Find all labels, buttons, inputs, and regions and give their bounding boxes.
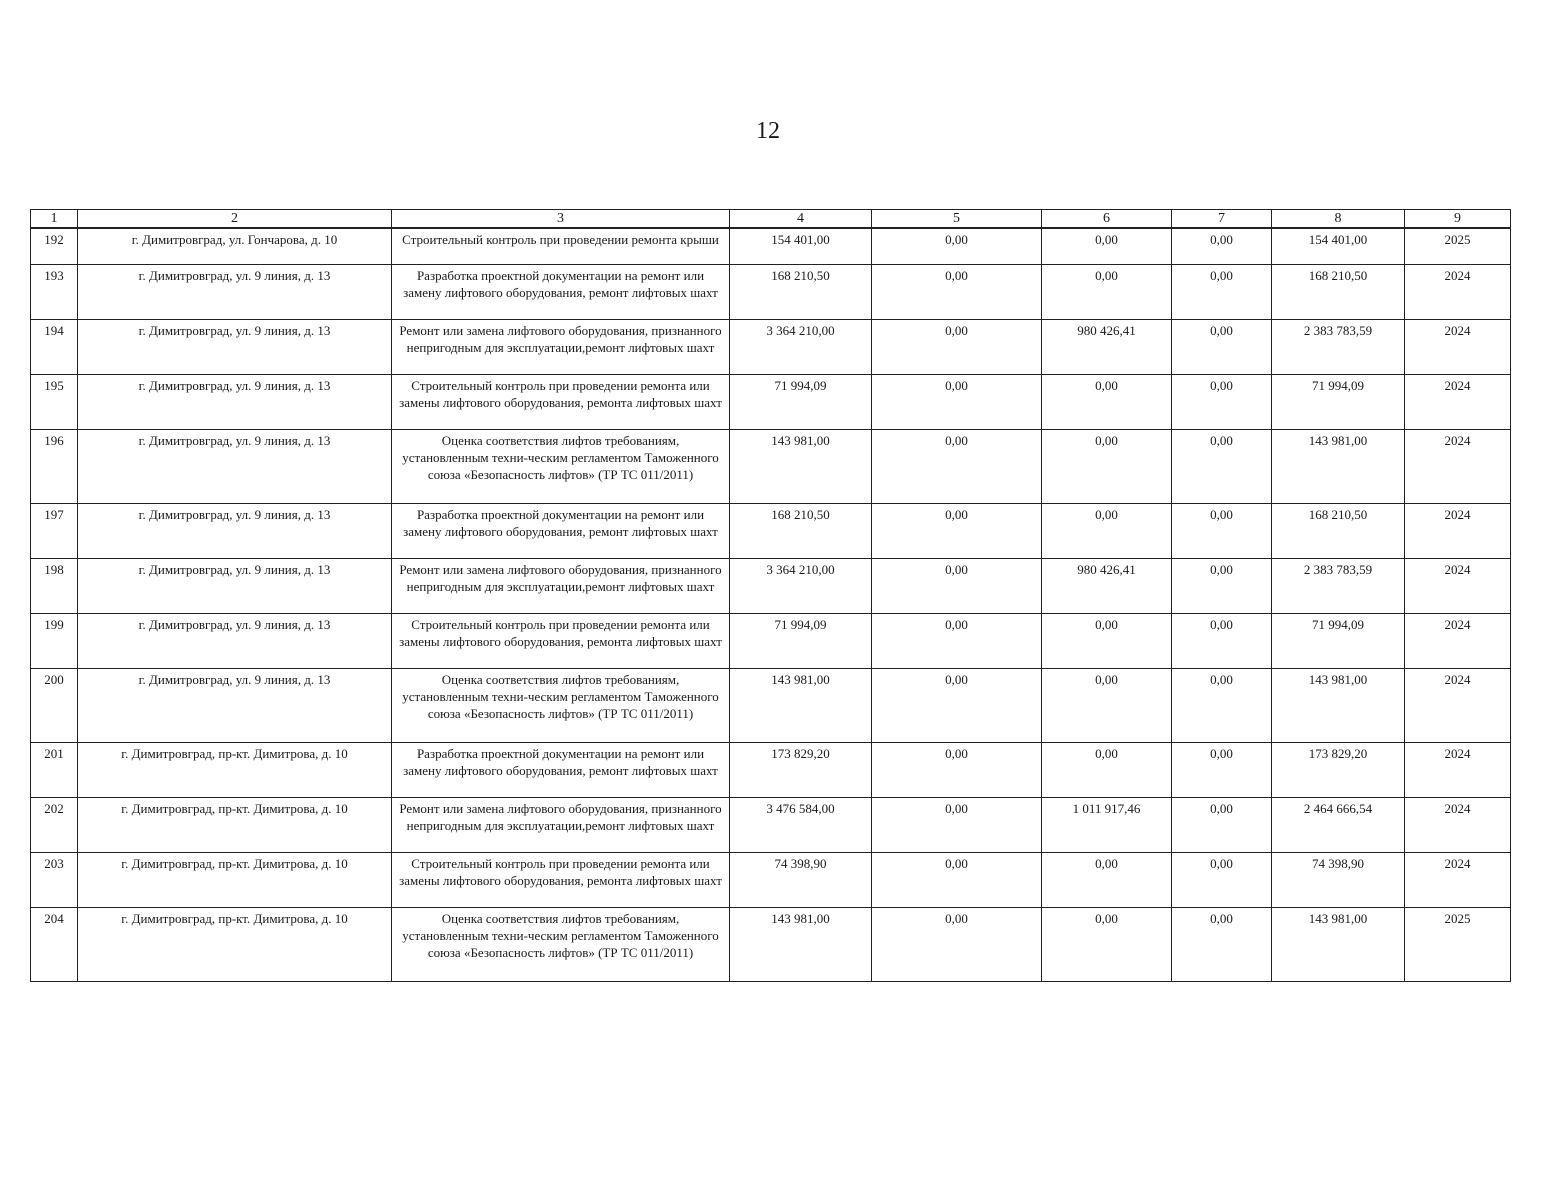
table-body xyxy=(31,228,1511,981)
year-cell: 2024 xyxy=(1405,797,1511,852)
address-cell: г. Димитровград, ул. 9 линия, д. 13 xyxy=(78,503,392,558)
amount-col7-cell: 0,00 xyxy=(1172,429,1272,503)
amount-col6-cell: 0,00 xyxy=(1042,852,1172,907)
work-description-cell: Строительный контроль при проведении ремонта или замены лифтового оборудования, ремонта лифтовых шахт xyxy=(392,852,730,907)
amount-col8-cell: 71 994,09 xyxy=(1272,613,1405,668)
total-cost-cell: 3 476 584,00 xyxy=(730,797,872,852)
amount-col5-cell: 0,00 xyxy=(872,852,1042,907)
address-cell: г. Димитровград, ул. 9 линия, д. 13 xyxy=(78,319,392,374)
amount-col5-cell: 0,00 xyxy=(872,503,1042,558)
amount-col6-cell: 1 011 917,46 xyxy=(1042,797,1172,852)
total-cost-cell: 173 829,20 xyxy=(730,742,872,797)
year-cell: 2025 xyxy=(1405,228,1511,264)
table-row xyxy=(31,558,1511,613)
year-cell: 2025 xyxy=(1405,907,1511,981)
amount-col8-cell: 2 383 783,59 xyxy=(1272,319,1405,374)
address-cell: г. Димитровград, пр-кт. Димитрова, д. 10 xyxy=(78,852,392,907)
total-cost-cell: 168 210,50 xyxy=(730,264,872,319)
year-cell: 2024 xyxy=(1405,264,1511,319)
total-cost-cell: 168 210,50 xyxy=(730,503,872,558)
amount-col6-cell: 0,00 xyxy=(1042,742,1172,797)
table-row xyxy=(31,228,1511,264)
amount-col6-cell: 0,00 xyxy=(1042,228,1172,264)
amount-col6-cell: 0,00 xyxy=(1042,907,1172,981)
year-cell: 2024 xyxy=(1405,429,1511,503)
amount-col8-cell: 154 401,00 xyxy=(1272,228,1405,264)
row-number-cell: 194 xyxy=(31,319,78,374)
table-row xyxy=(31,797,1511,852)
row-number-cell: 195 xyxy=(31,374,78,429)
address-cell: г. Димитровград, ул. Гончарова, д. 10 xyxy=(78,228,392,264)
year-cell: 2024 xyxy=(1405,558,1511,613)
amount-col8-cell: 143 981,00 xyxy=(1272,668,1405,742)
amount-col8-cell: 2 383 783,59 xyxy=(1272,558,1405,613)
amount-col5-cell: 0,00 xyxy=(872,374,1042,429)
amount-col7-cell: 0,00 xyxy=(1172,228,1272,264)
row-number-cell: 192 xyxy=(31,228,78,264)
work-description-cell: Строительный контроль при проведении ремонта или замены лифтового оборудования, ремонта лифтовых шахт xyxy=(392,613,730,668)
repair-schedule-table xyxy=(30,209,1511,982)
table-row xyxy=(31,613,1511,668)
amount-col5-cell: 0,00 xyxy=(872,264,1042,319)
amount-col6-cell: 980 426,41 xyxy=(1042,558,1172,613)
amount-col7-cell: 0,00 xyxy=(1172,264,1272,319)
total-cost-cell: 143 981,00 xyxy=(730,668,872,742)
amount-col7-cell: 0,00 xyxy=(1172,503,1272,558)
total-cost-cell: 143 981,00 xyxy=(730,907,872,981)
amount-col7-cell: 0,00 xyxy=(1172,613,1272,668)
year-cell: 2024 xyxy=(1405,668,1511,742)
column-header: 1 xyxy=(31,210,78,229)
year-cell: 2024 xyxy=(1405,319,1511,374)
amount-col6-cell: 0,00 xyxy=(1042,264,1172,319)
address-cell: г. Димитровград, ул. 9 линия, д. 13 xyxy=(78,668,392,742)
amount-col7-cell: 0,00 xyxy=(1172,374,1272,429)
total-cost-cell: 3 364 210,00 xyxy=(730,558,872,613)
work-description-cell: Ремонт или замена лифтового оборудования, признанного непригодным для эксплуатации,ремонт лифтовых шахт xyxy=(392,797,730,852)
header-row xyxy=(31,210,1511,229)
amount-col5-cell: 0,00 xyxy=(872,319,1042,374)
amount-col7-cell: 0,00 xyxy=(1172,668,1272,742)
amount-col6-cell: 0,00 xyxy=(1042,668,1172,742)
address-cell: г. Димитровград, ул. 9 линия, д. 13 xyxy=(78,264,392,319)
row-number-cell: 196 xyxy=(31,429,78,503)
amount-col5-cell: 0,00 xyxy=(872,228,1042,264)
amount-col7-cell: 0,00 xyxy=(1172,797,1272,852)
column-header: 4 xyxy=(730,210,872,229)
total-cost-cell: 74 398,90 xyxy=(730,852,872,907)
work-description-cell: Оценка соответствия лифтов требованиям, установленным техни-ческим регламентом Таможенного союза «Безопасность лифтов» (ТР ТС 011/2011) xyxy=(392,907,730,981)
amount-col5-cell: 0,00 xyxy=(872,668,1042,742)
table-row xyxy=(31,264,1511,319)
year-cell: 2024 xyxy=(1405,503,1511,558)
year-cell: 2024 xyxy=(1405,613,1511,668)
year-cell: 2024 xyxy=(1405,374,1511,429)
total-cost-cell: 3 364 210,00 xyxy=(730,319,872,374)
row-number-cell: 204 xyxy=(31,907,78,981)
amount-col8-cell: 173 829,20 xyxy=(1272,742,1405,797)
amount-col7-cell: 0,00 xyxy=(1172,319,1272,374)
total-cost-cell: 143 981,00 xyxy=(730,429,872,503)
amount-col5-cell: 0,00 xyxy=(872,613,1042,668)
address-cell: г. Димитровград, пр-кт. Димитрова, д. 10 xyxy=(78,907,392,981)
work-description-cell: Строительный контроль при проведении ремонта или замены лифтового оборудования, ремонта лифтовых шахт xyxy=(392,374,730,429)
amount-col8-cell: 71 994,09 xyxy=(1272,374,1405,429)
amount-col8-cell: 168 210,50 xyxy=(1272,503,1405,558)
page-number: 12 xyxy=(756,118,780,144)
table-row xyxy=(31,907,1511,981)
column-header: 3 xyxy=(392,210,730,229)
amount-col7-cell: 0,00 xyxy=(1172,907,1272,981)
amount-col7-cell: 0,00 xyxy=(1172,742,1272,797)
amount-col7-cell: 0,00 xyxy=(1172,852,1272,907)
row-number-cell: 198 xyxy=(31,558,78,613)
amount-col6-cell: 0,00 xyxy=(1042,374,1172,429)
address-cell: г. Димитровград, пр-кт. Димитрова, д. 10 xyxy=(78,797,392,852)
total-cost-cell: 154 401,00 xyxy=(730,228,872,264)
address-cell: г. Димитровград, ул. 9 линия, д. 13 xyxy=(78,613,392,668)
column-header: 8 xyxy=(1272,210,1405,229)
work-description-cell: Разработка проектной документации на ремонт или замену лифтового оборудования, ремонт лифтовых шахт xyxy=(392,503,730,558)
table-row xyxy=(31,668,1511,742)
work-description-cell: Оценка соответствия лифтов требованиям, установленным техни-ческим регламентом Таможенного союза «Безопасность лифтов» (ТР ТС 011/2011) xyxy=(392,429,730,503)
table-row xyxy=(31,852,1511,907)
amount-col5-cell: 0,00 xyxy=(872,558,1042,613)
table-row xyxy=(31,374,1511,429)
amount-col8-cell: 143 981,00 xyxy=(1272,907,1405,981)
amount-col7-cell: 0,00 xyxy=(1172,558,1272,613)
work-description-cell: Разработка проектной документации на ремонт или замену лифтового оборудования, ремонт лифтовых шахт xyxy=(392,264,730,319)
work-description-cell: Оценка соответствия лифтов требованиям, установленным техни-ческим регламентом Таможенного союза «Безопасность лифтов» (ТР ТС 011/2011) xyxy=(392,668,730,742)
year-cell: 2024 xyxy=(1405,742,1511,797)
column-header: 6 xyxy=(1042,210,1172,229)
amount-col6-cell: 0,00 xyxy=(1042,503,1172,558)
amount-col6-cell: 0,00 xyxy=(1042,613,1172,668)
table-row xyxy=(31,742,1511,797)
work-description-cell: Строительный контроль при проведении ремонта крыши xyxy=(392,228,730,264)
amount-col8-cell: 74 398,90 xyxy=(1272,852,1405,907)
total-cost-cell: 71 994,09 xyxy=(730,374,872,429)
table-row xyxy=(31,503,1511,558)
row-number-cell: 203 xyxy=(31,852,78,907)
table-row xyxy=(31,319,1511,374)
row-number-cell: 200 xyxy=(31,668,78,742)
column-header: 2 xyxy=(78,210,392,229)
amount-col6-cell: 0,00 xyxy=(1042,429,1172,503)
column-header: 5 xyxy=(872,210,1042,229)
table-header xyxy=(31,210,1511,229)
column-header: 7 xyxy=(1172,210,1272,229)
row-number-cell: 193 xyxy=(31,264,78,319)
work-description-cell: Ремонт или замена лифтового оборудования, признанного непригодным для эксплуатации,ремонт лифтовых шахт xyxy=(392,319,730,374)
table-row xyxy=(31,429,1511,503)
amount-col8-cell: 2 464 666,54 xyxy=(1272,797,1405,852)
column-header: 9 xyxy=(1405,210,1511,229)
amount-col8-cell: 168 210,50 xyxy=(1272,264,1405,319)
address-cell: г. Димитровград, ул. 9 линия, д. 13 xyxy=(78,429,392,503)
address-cell: г. Димитровград, ул. 9 линия, д. 13 xyxy=(78,558,392,613)
address-cell: г. Димитровград, ул. 9 линия, д. 13 xyxy=(78,374,392,429)
row-number-cell: 202 xyxy=(31,797,78,852)
amount-col5-cell: 0,00 xyxy=(872,907,1042,981)
year-cell: 2024 xyxy=(1405,852,1511,907)
work-description-cell: Разработка проектной документации на ремонт или замену лифтового оборудования, ремонт лифтовых шахт xyxy=(392,742,730,797)
amount-col5-cell: 0,00 xyxy=(872,742,1042,797)
address-cell: г. Димитровград, пр-кт. Димитрова, д. 10 xyxy=(78,742,392,797)
row-number-cell: 197 xyxy=(31,503,78,558)
row-number-cell: 199 xyxy=(31,613,78,668)
amount-col8-cell: 143 981,00 xyxy=(1272,429,1405,503)
total-cost-cell: 71 994,09 xyxy=(730,613,872,668)
amount-col5-cell: 0,00 xyxy=(872,429,1042,503)
work-description-cell: Ремонт или замена лифтового оборудования, признанного непригодным для эксплуатации,ремонт лифтовых шахт xyxy=(392,558,730,613)
row-number-cell: 201 xyxy=(31,742,78,797)
amount-col6-cell: 980 426,41 xyxy=(1042,319,1172,374)
amount-col5-cell: 0,00 xyxy=(872,797,1042,852)
